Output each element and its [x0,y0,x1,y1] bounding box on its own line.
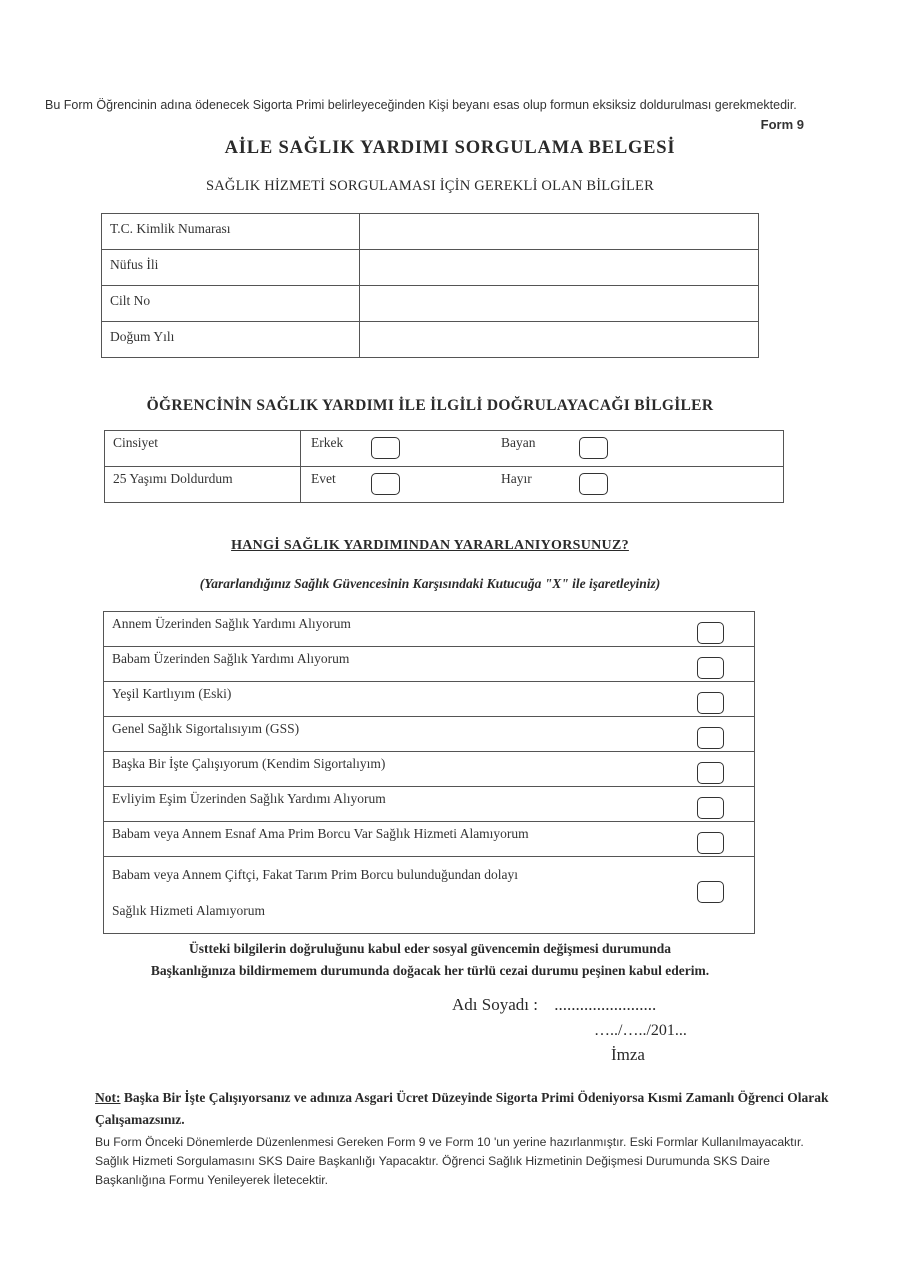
form-number: Form 9 [760,117,804,132]
option-checkbox[interactable] [697,622,724,644]
option-farmer-debt [104,857,755,934]
female-checkbox[interactable] [579,437,608,459]
name-signature-line [452,995,656,1015]
intro-text: Bu Form Öğrencinin adına ödenecek Sigorta Primi belirleyeceğinden Kişi beyanı esas olup formun eksiksiz doldurulması gerekmektedir. [45,98,797,112]
option-yes [309,471,499,495]
name-field[interactable]: ........................ [554,995,657,1014]
option-yes-label: Evet [311,471,336,486]
option-spouse-aid [104,787,755,822]
option-label: Babam veya Annem Esnaf Ama Prim Borcu Var Sağlık Hizmeti Alamıyorum [112,826,529,841]
verification-table [104,430,784,503]
declaration-text [0,938,860,982]
tc-kimlik-field[interactable] [360,214,759,250]
note-text [95,1087,835,1131]
table-row [104,717,755,752]
age-25-options [301,467,784,503]
verification-section-title: ÖĞRENCİNİN SAĞLIK YARDIMI İLE İLGİLİ DOĞRULAYACAĞI BİLGİLER [146,397,714,414]
male-checkbox[interactable] [371,437,400,459]
option-no-label: Hayır [501,471,532,486]
cilt-no-label: Cilt No [102,286,360,322]
nufus-ili-field[interactable] [360,250,759,286]
table-row [102,214,759,250]
table-row [105,467,784,503]
option-green-card [104,682,755,717]
option-label: Sağlık Hizmeti Alamıyorum [112,903,265,918]
health-aid-options-table [103,611,755,934]
table-row [104,822,755,857]
age-25-label: 25 Yaşımı Doldurdum [105,467,301,503]
table-row [102,286,759,322]
gender-options [301,431,784,467]
table-row [104,612,755,647]
table-row [104,787,755,822]
gender-label: Cinsiyet [105,431,301,467]
option-female [499,435,689,459]
option-label: Babam Üzerinden Sağlık Yardımı Alıyorum [112,651,350,666]
declaration-line: Üstteki bilgilerin doğruluğunu kabul eder sosyal güvencemin değişmesi durumunda [188,941,672,956]
option-label: Yeşil Kartlıyım (Eski) [112,686,232,701]
footer-text: Bu Form Önceki Dönemlerde Düzenlenmesi Gereken Form 9 ve Form 10 'un yerine hazırlanmıştır. Eski Formlar Kullanılmayacaktır. Sağlık Hizmeti Sorgulamasını SKS Daire Başkanlığı Yapacaktır. Öğrenci Sağlık Hizmetinin Değişmesi Durumunda SKS Daire Başkanlığına Formu Yenileyerek İletecektir. [95,1135,804,1187]
option-male [309,435,499,459]
table-row [102,322,759,358]
cilt-no-field[interactable] [360,286,759,322]
option-checkbox[interactable] [697,881,724,903]
dogum-yili-field[interactable] [360,322,759,358]
name-label: Adı Soyadı : [452,995,538,1014]
no-checkbox[interactable] [579,473,608,495]
table-row [104,752,755,787]
signature-label: İmza [611,1045,645,1064]
note-body: Başka Bir İşte Çalışıyorsanız ve adınıza Asgari Ücret Düzeyinde Sigorta Primi Ödeniyorsa Kısmi Zamanlı Öğrenci Olarak Çalışamazsınız. [95,1090,829,1127]
table-row [104,682,755,717]
option-label: Başka Bir İşte Çalışıyorum (Kendim Sigortalıyım) [112,756,386,771]
option-female-label: Bayan [501,435,536,450]
option-no [499,471,689,495]
dogum-yili-label: Doğum Yılı [102,322,360,358]
option-checkbox[interactable] [697,692,724,714]
option-gss [104,717,755,752]
option-male-label: Erkek [311,435,344,450]
option-checkbox[interactable] [697,727,724,749]
table-row [104,857,755,934]
identity-section-title: SAĞLIK HİZMETİ SORGULAMASI İÇİN GEREKLİ OLAN BİLGİLER [206,178,654,194]
table-row [102,250,759,286]
option-label: Annem Üzerinden Sağlık Yardımı Alıyorum [112,616,351,631]
declaration-line: Başkanlığınıza bildirmemem durumunda doğacak her türlü cezai durumu peşinen kabul ederim. [150,963,710,978]
option-label: Evliyim Eşim Üzerinden Sağlık Yardımı Alıyorum [112,791,386,806]
option-label: Genel Sağlık Sigortalısıyım (GSS) [112,721,300,736]
option-label: Babam veya Annem Çiftçi, Fakat Tarım Prim Borcu bulunduğundan dolayı [112,867,518,882]
option-tradesman-debt [104,822,755,857]
option-self-insured [104,752,755,787]
nufus-ili-label: Nüfus İli [102,250,360,286]
page-title: AİLE SAĞLIK YARDIMI SORGULAMA BELGESİ [224,138,676,158]
health-aid-question: HANGİ SAĞLIK YARDIMINDAN YARARLANIYORSUNUZ? [231,538,629,553]
table-row [104,647,755,682]
option-checkbox[interactable] [697,797,724,819]
table-row [105,431,784,467]
health-aid-instruction: (Yararlandığınız Sağlık Güvencesinin Karşısındaki Kutucuğa "X" ile işaretleyiniz) [199,576,661,591]
option-father-aid [104,647,755,682]
option-checkbox[interactable] [697,657,724,679]
option-mother-aid [104,612,755,647]
yes-checkbox[interactable] [371,473,400,495]
date-field[interactable]: …../…../201... [594,1022,687,1039]
tc-kimlik-label: T.C. Kimlik Numarası [102,214,360,250]
option-checkbox[interactable] [697,762,724,784]
identity-table [101,213,759,358]
option-checkbox[interactable] [697,832,724,854]
note-label: Not: [95,1090,121,1105]
